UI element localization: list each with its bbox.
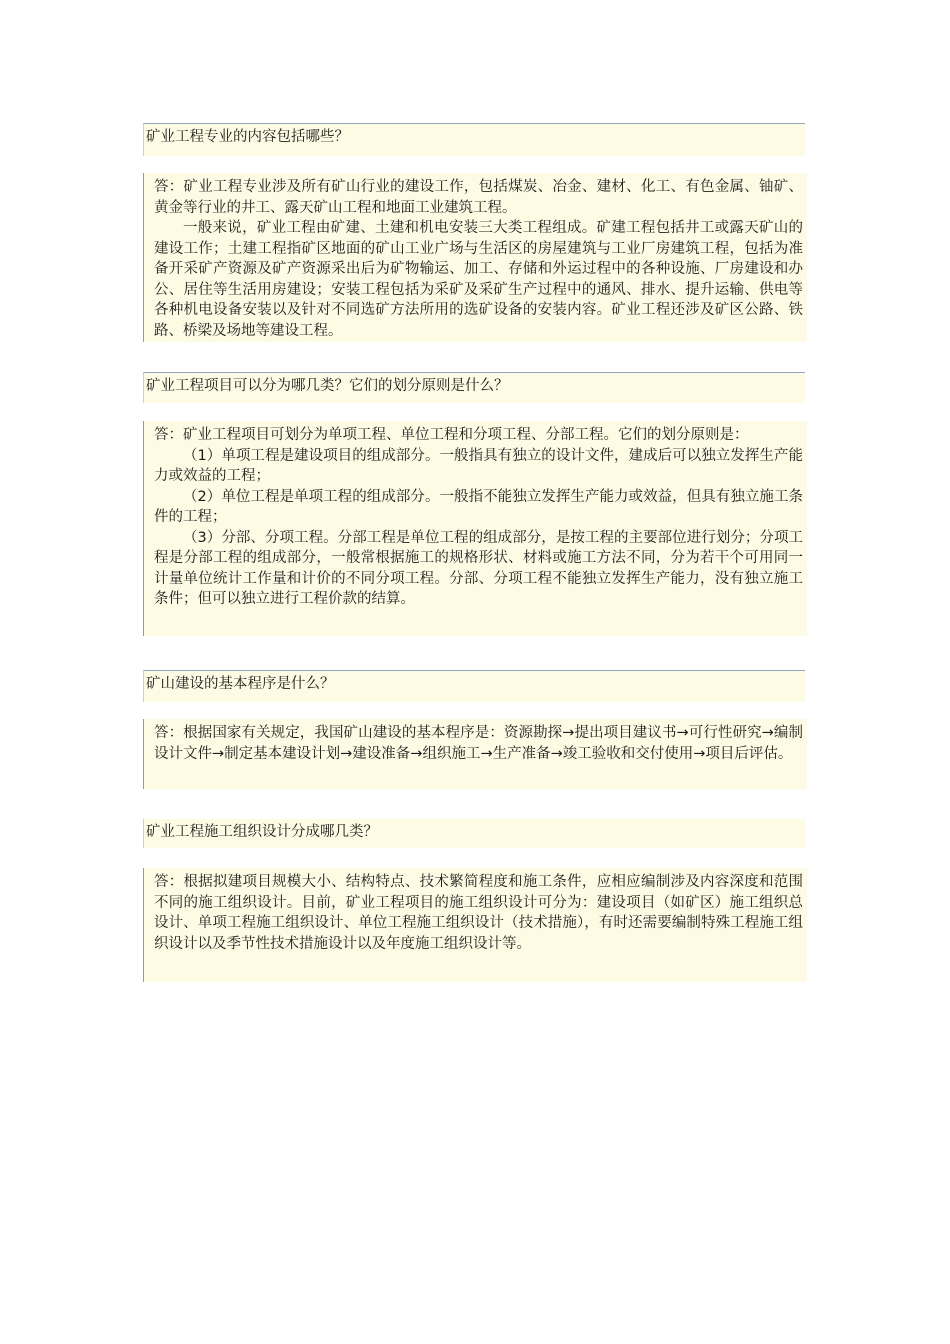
answer-3 xyxy=(143,719,807,789)
question-4 xyxy=(143,819,805,848)
question-4-text: 矿业工程施工组织设计分成哪几类？ xyxy=(146,824,378,840)
question-3 xyxy=(143,670,805,702)
question-3-text: 矿山建设的基本程序是什么？ xyxy=(146,676,335,692)
answer-4-paragraph-1: 答：根据拟建项目规模大小、结构特点、技术繁简程度和施工条件，应相应编制涉及内容深度和范围不同的施工组织设计。目前，矿业工程项目的施工组织设计可分为：建设项目（如矿区）施工组织总设计、单项工程施工组织设计、单位工程施工组织设计（技术措施），有时还需要编制特殊工程施工组织设计以及季节性技术措施设计以及年度施工组织设计等。 xyxy=(154,874,803,952)
answer-2-paragraph-3: （2）单位工程是单项工程的组成部分。一般指不能独立发挥生产能力或效益，但具有独立施工条件的工程； xyxy=(154,488,803,525)
answer-1-paragraph-1: 答：矿业工程专业涉及所有矿山行业的建设工作，包括煤炭、冶金、建材、化工、有色金属、铀矿、黄金等行业的井工、露天矿山工程和地面工业建筑工程。 xyxy=(154,179,803,216)
answer-4 xyxy=(143,868,807,982)
question-1-text: 矿业工程专业的内容包括哪些？ xyxy=(146,129,349,145)
question-1 xyxy=(143,123,805,156)
answer-3-paragraph-1: 答：根据国家有关规定，我国矿山建设的基本程序是：资源勘探→提出项目建议书→可行性研究→编制设计文件→制定基本建设计划→建设准备→组织施工→生产准备→竣工验收和交付使用→项目后评估。 xyxy=(154,725,803,762)
question-2-text: 矿业工程项目可以分为哪几类？它们的划分原则是什么？ xyxy=(146,378,509,394)
answer-2 xyxy=(143,421,807,636)
answer-2-paragraph-2: （1）单项工程是建设项目的组成部分。一般指具有独立的设计文件，建成后可以独立发挥生产能力或效益的工程； xyxy=(154,447,803,484)
answer-1 xyxy=(143,173,807,342)
answer-2-paragraph-1: 答：矿业工程项目可划分为单项工程、单位工程和分项工程、分部工程。它们的划分原则是： xyxy=(154,427,749,443)
answer-2-paragraph-4: （3）分部、分项工程。分部工程是单位工程的组成部分，是按工程的主要部位进行划分；分项工程是分部工程的组成部分，一般常根据施工的规格形状、材料或施工方法不同，分为若干个可用同一计量单位统计工作量和计价的不同分项工程。分部、分项工程不能独立发挥生产能力，没有独立施工条件；但可以独立进行工程价款的结算。 xyxy=(154,529,803,607)
question-2 xyxy=(143,372,805,403)
answer-1-paragraph-2: 一般来说，矿业工程由矿建、土建和机电安装三大类工程组成。矿建工程包括井工或露天矿山的建设工作；土建工程指矿区地面的矿山工业广场与生活区的房屋建筑与工业厂房建筑工程，包括为准备开采矿产资源及矿产资源采出后为矿物输运、加工、存储和外运过程中的各种设施、厂房建设和办公、居住等生活用房建设；安装工程包括为采矿及采矿生产过程中的通风、排水、提升运输、供电等各种机电设备安装以及针对不同选矿方法所用的选矿设备的安装内容。矿业工程还涉及矿区公路、铁路、桥梁及场地等建设工程。 xyxy=(154,220,803,339)
